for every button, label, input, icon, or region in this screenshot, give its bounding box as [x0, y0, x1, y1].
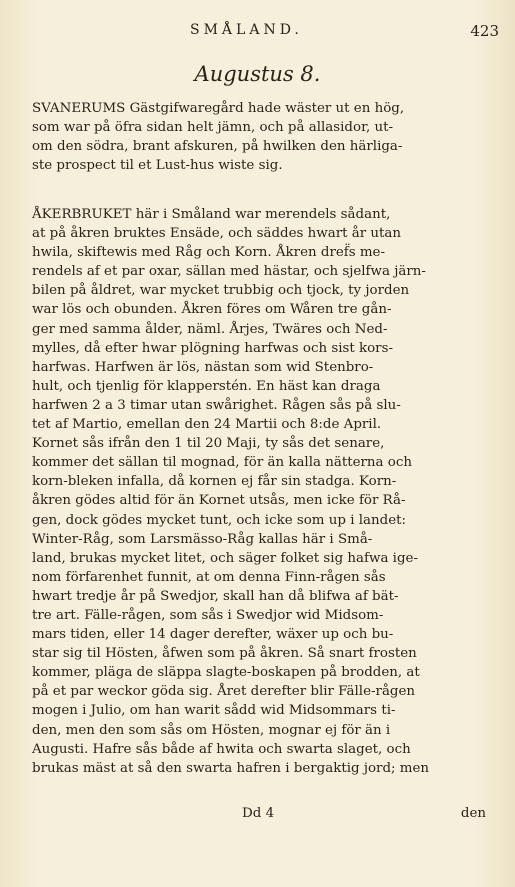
- text-line: om den södra, brant afskuren, på hwilken den härliga-: [32, 139, 403, 155]
- text-line: den, men den som sås om Hösten, mognar ej för än i: [32, 722, 391, 738]
- text-line: ger med samma ålder, näml. Årjes, Twäres och Ned-: [32, 321, 388, 337]
- text-line: på et par weckor göda sig. Året derefter blir Fälle-rågen: [32, 684, 416, 700]
- text-line: bilen på åldret, war mycket trubbig och tjock, ty jorden: [32, 283, 410, 299]
- text-line: korn-bleken infalla, då kornen ej får sin stadga. Korn-: [32, 474, 397, 490]
- text-line: brukas mäst at så den swarta hafren i bergaktig jord; men: [32, 760, 430, 776]
- text-line: kommer, pläga de släppa slagte-boskapen på brodden, at: [32, 665, 420, 681]
- page-footer: [32, 806, 492, 826]
- text-line: mars tiden, eller 14 dager derefter, wäxer up och bu-: [32, 627, 394, 643]
- page-number: 423: [470, 22, 499, 40]
- text-line: tre art. Fälle-rågen, som sås i Swedjor wid Midsom-: [32, 607, 384, 623]
- text-line: war lös och obunden. Åkren föres om Wåren tre gån-: [32, 302, 392, 318]
- text-line: harfwen 2 a 3 timar utan swårighet. Rågen sås på slu-: [32, 397, 401, 413]
- running-head: SMÅLAND.: [190, 22, 303, 38]
- text-line: åkren gödes altid för än Kornet utsås, men icke för Rå-: [32, 493, 406, 509]
- text-line: hwart tredje år på Swedjor, skall han då blifwa af bät-: [32, 588, 399, 604]
- paragraph-akerbruket: [32, 205, 492, 778]
- text-line: star sig til Hösten, åfwen som på åkren. Så snart frosten: [32, 646, 417, 662]
- text-line: Winter-Råg, som Larsmässo-Råg kallas här i Små-: [32, 531, 373, 547]
- text-line: nom förfarenhet funnit, at om denna Finn-rågen sås: [32, 569, 386, 585]
- signature-mark: Dd 4: [242, 806, 275, 821]
- text-line: SVANERUMS Gästgifwaregård hade wäster ut en hög,: [32, 101, 405, 116]
- text-line: mylles, då efter hwar plögning harfwas och sist kors-: [32, 340, 393, 356]
- text-line: mogen i Julio, om han warit sådd wid Midsommars ti-: [32, 703, 396, 719]
- text-line: at på åkren bruktes Ensäde, och säddes hwart år utan: [32, 226, 402, 242]
- catchword: den: [460, 806, 486, 821]
- text-line: harfwas. Harfwen är lös, nästan som wid Stenbro-: [32, 359, 374, 375]
- text-line: land, brukas mycket litet, och säger folket sig hafwa ige-: [32, 550, 418, 566]
- text-line: ste prospect til et Lust-hus wiste sig.: [32, 158, 283, 174]
- text-line: gen, dock gödes mycket tunt, och icke som up i landet:: [32, 512, 407, 528]
- text-line: ÅKERBRUKET här i Småland war merendels sådant,: [32, 207, 391, 222]
- section-title: Augustus 8.: [194, 62, 321, 86]
- text-line: hult, och tjenlig för klapperstén. En häst kan draga: [32, 378, 381, 394]
- text-line: Augusti. Hafre sås både af hwita och swarta slaget, och: [32, 741, 411, 757]
- text-line: kommer det sällan til mognad, för än kalla nätterna och: [32, 455, 412, 471]
- text-line: hwila, skiftewis med Råg och Korn. Åkren dref̈s me-: [32, 245, 386, 261]
- text-line: som war på öfra sidan helt jämn, och på allasidor, ut-: [32, 120, 394, 136]
- text-line: tet af Martio, emellan den 24 Martii och 8:de April.: [32, 417, 382, 433]
- paragraph-svanerum: [32, 99, 492, 175]
- text-line: rendels af et par oxar, sällan med hästar, och sjelfwa järn-: [32, 264, 426, 280]
- text-line: Kornet sås ifrån den 1 til 20 Maji, ty sås det senare,: [32, 436, 385, 452]
